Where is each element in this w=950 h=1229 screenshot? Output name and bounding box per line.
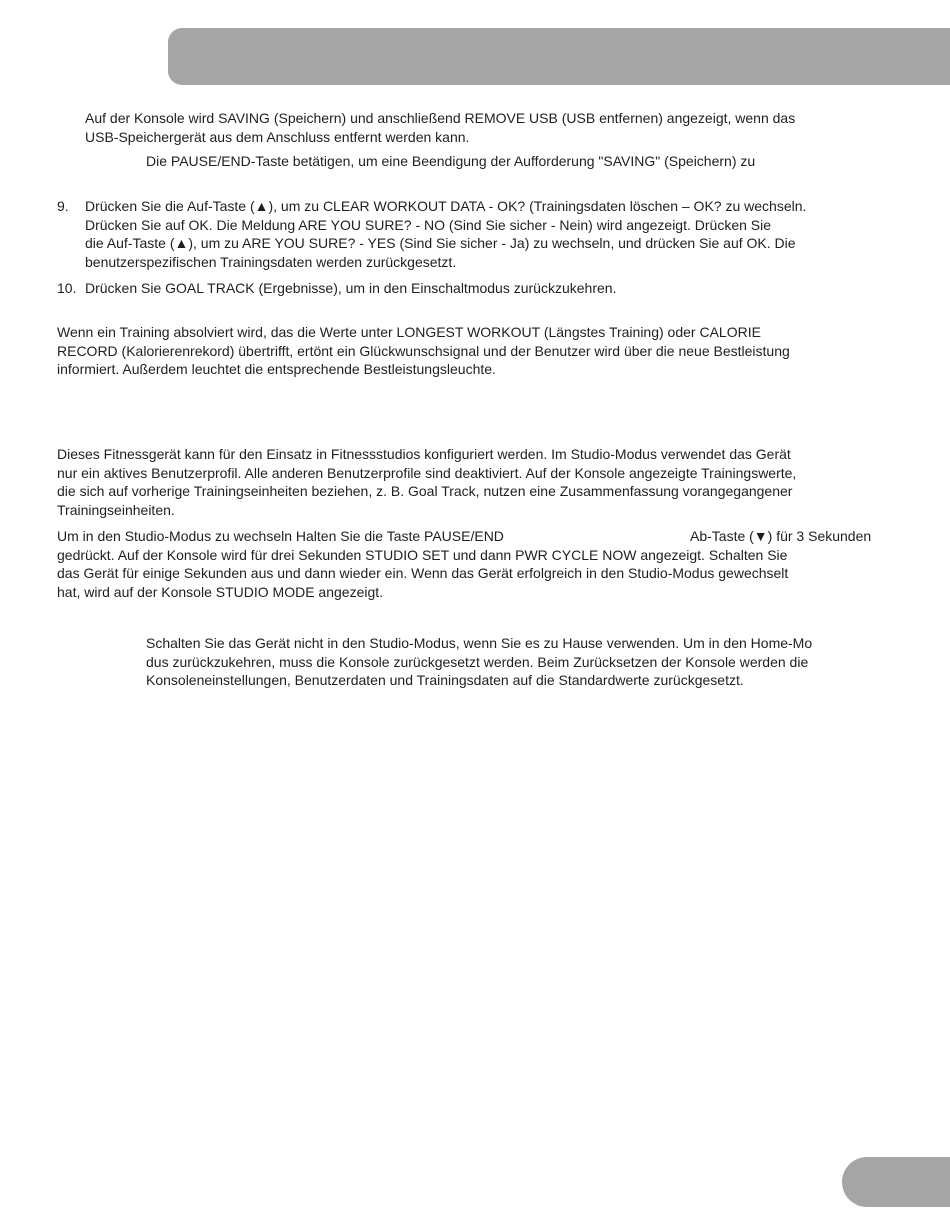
studio-switch-line-right: Ab-Taste (▼) für 3 Sekunden bbox=[690, 528, 872, 544]
pause-note: Die PAUSE/END-Taste betätigen, um eine Beendigung der Aufforderung "SAVING" (Speichern) zu bbox=[146, 153, 756, 169]
step-line: die Auf-Taste (▲), um zu ARE YOU SURE? - YES (Sind Sie sicher - Ja) zu wechseln, und drücken Sie auf OK. Die bbox=[85, 235, 796, 252]
paragraph-line: informiert. Außerdem leuchtet die entsprechende Bestleistungsleuchte. bbox=[57, 361, 496, 378]
paragraph-line: das Gerät für einige Sekunden aus und dann wieder ein. Wenn das Gerät erfolgreich in den Studio-Modus gewechselt bbox=[57, 565, 789, 582]
paragraph-line: gedrückt. Auf der Konsole wird für drei Sekunden STUDIO SET und dann PWR CYCLE NOW angezeigt. Schalten Sie bbox=[57, 546, 788, 563]
step-line: Drücken Sie die Auf-Taste (▲), um zu CLEAR WORKOUT DATA - OK? (Trainingsdaten löschen – OK? zu wechseln. bbox=[85, 198, 807, 214]
paragraph-line: RECORD (Kalorierenrekord) übertrifft, ertönt ein Glückwunschsignal und der Benutzer wird über die neue Bestleistung bbox=[57, 342, 790, 359]
step-10 bbox=[85, 279, 616, 298]
paragraph-line: nur ein aktives Benutzerprofil. Alle anderen Benutzerprofile sind deaktiviert. Auf der Konsole angezeigte Trainingswerte, bbox=[57, 464, 797, 481]
header-bar bbox=[168, 28, 950, 85]
paragraph-line: Schalten Sie das Gerät nicht in den Studio-Modus, wenn Sie es zu Hause verwenden. Um in den Home-Mo bbox=[146, 635, 813, 651]
usb-note bbox=[85, 109, 795, 146]
studio-switch-paragraph bbox=[57, 546, 788, 602]
studio-switch-line-left: Um in den Studio-Modus zu wechseln Halten Sie die Taste PAUSE/END bbox=[57, 528, 504, 544]
paragraph-line: hat, wird auf der Konsole STUDIO MODE angezeigt. bbox=[57, 584, 384, 601]
paragraph-line: Wenn ein Training absolviert wird, das die Werte unter LONGEST WORKOUT (Längstes Training) oder CALORIE bbox=[57, 324, 761, 340]
paragraph-line: dus zurückzukehren, muss die Konsole zurückgesetzt werden. Beim Zurücksetzen der Konsole werden die bbox=[146, 653, 809, 670]
page-number-tab bbox=[842, 1157, 950, 1207]
step-line: Drücken Sie auf OK. Die Meldung ARE YOU SURE? - NO (Sind Sie sicher - Nein) wird angezeigt. Drücken Sie bbox=[85, 216, 772, 233]
usb-note-line: USB-Speichergerät aus dem Anschluss entfernt werden kann. bbox=[85, 128, 470, 145]
usb-note-line: Auf der Konsole wird SAVING (Speichern) und anschließend REMOVE USB (USB entfernen) angezeigt, wenn das bbox=[85, 110, 796, 126]
paragraph-line: Trainingseinheiten. bbox=[57, 502, 175, 519]
record-paragraph bbox=[57, 323, 790, 379]
step-line: benutzerspezifischen Trainingsdaten werden zurückgesetzt. bbox=[85, 254, 457, 271]
warning-paragraph bbox=[146, 634, 812, 690]
paragraph-line: Konsoleneinstellungen, Benutzerdaten und Trainingsdaten auf die Standardwerte zurückgesetzt. bbox=[146, 672, 744, 689]
paragraph-line: die sich auf vorherige Trainingseinheiten beziehen, z. B. Goal Track, nutzen eine Zusammenfassung vorangegangener bbox=[57, 483, 793, 500]
step-9 bbox=[85, 197, 806, 272]
step-number: 10. bbox=[57, 280, 77, 296]
step-line: Drücken Sie GOAL TRACK (Ergebnisse), um in den Einschaltmodus zurückzukehren. bbox=[85, 280, 617, 296]
step-number: 9. bbox=[57, 198, 69, 214]
paragraph-line: Dieses Fitnessgerät kann für den Einsatz in Fitnessstudios konfiguriert werden. Im Studio-Modus verwendet das Gerät bbox=[57, 446, 791, 462]
studio-paragraph bbox=[57, 445, 796, 520]
